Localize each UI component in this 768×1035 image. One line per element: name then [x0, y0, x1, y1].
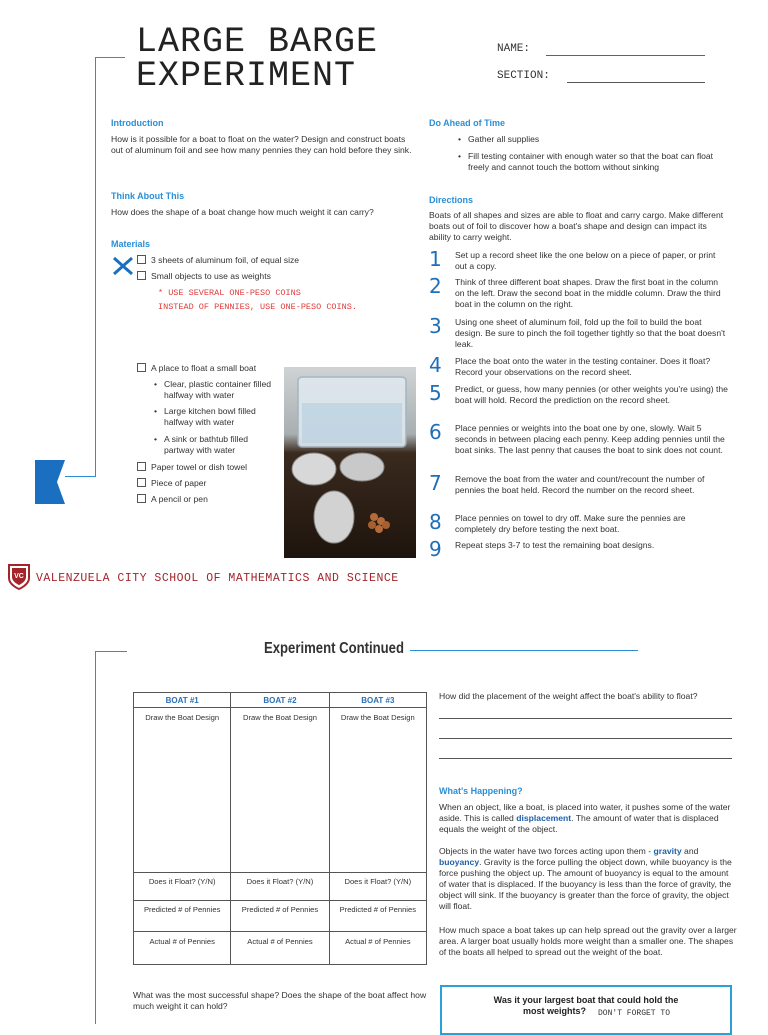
actual-cell[interactable]: Actual # of Pennies — [134, 932, 231, 965]
table-header: BOAT #3 — [329, 693, 426, 708]
table-row — [134, 932, 427, 965]
school-logo — [6, 563, 32, 591]
callout-note: DON'T FORGET TO — [598, 1009, 671, 1018]
experiment-photo — [284, 367, 416, 558]
direction-step — [429, 537, 729, 561]
step-number: 8 — [429, 510, 442, 534]
step-number: 6 — [429, 420, 442, 444]
checkbox[interactable] — [137, 462, 146, 471]
svg-text:VC: VC — [14, 573, 24, 580]
step-number: 2 — [429, 274, 442, 298]
direction-step — [429, 314, 729, 350]
table-row — [134, 901, 427, 932]
question-placement: How did the placement of the weight affect the boat's ability to float? — [439, 691, 698, 701]
table-row — [134, 873, 427, 901]
step-text: Remove the boat from the water and count/recount the number of pennies the boat held. Record the number on the record sheet. — [455, 474, 705, 495]
checkbox[interactable] — [137, 494, 146, 503]
materials-item: A pencil or pen — [137, 494, 208, 505]
materials-item: Paper towel or dish towel — [137, 462, 247, 473]
predicted-cell[interactable]: Predicted # of Pennies — [329, 901, 426, 932]
left-border-bottom-tick — [65, 476, 96, 477]
step-text: Using one sheet of aluminum foil, fold up the foil to build the boat design. Be sure to pinch the foil together tightly so that the boat doesn't leak. — [455, 317, 726, 349]
draw-cell[interactable]: Draw the Boat Design — [134, 708, 231, 873]
ahead-item: • Fill testing container with enough water so that the boat can float freely and cannot touch the bottom without sinking — [454, 151, 729, 173]
page-title-line2: EXPERIMENT — [136, 56, 357, 96]
table-header: BOAT #1 — [134, 693, 231, 708]
materials-item: Piece of paper — [137, 478, 206, 489]
answer-line[interactable] — [439, 718, 732, 719]
step-number: 1 — [429, 247, 442, 271]
actual-cell[interactable]: Actual # of Pennies — [329, 932, 426, 965]
draw-cell[interactable]: Draw the Boat Design — [231, 708, 329, 873]
think-heading: Think About This — [111, 191, 185, 201]
direction-step — [429, 274, 729, 310]
ahead-heading: Do Ahead of Time — [429, 118, 506, 128]
checkbox[interactable] — [137, 363, 146, 372]
name-label: NAME: — [497, 43, 531, 55]
direction-step — [429, 510, 729, 535]
checkbox[interactable] — [137, 271, 146, 280]
page-title-line1: LARGE BARGE — [136, 22, 379, 62]
intro-heading: Introduction — [111, 118, 164, 128]
table-row — [134, 708, 427, 873]
question-successful-shape: What was the most successful shape? Does the shape of the boat affect how much weight it can hold? — [133, 990, 427, 1011]
step-number: 3 — [429, 314, 442, 338]
materials-subitem: • A sink or bathtub filled partway with water — [150, 434, 275, 456]
step-text: Place pennies on towel to dry off. Make sure the pennies are completely dry before testing the next boat. — [455, 513, 686, 534]
predicted-cell[interactable]: Predicted # of Pennies — [134, 901, 231, 932]
section-field[interactable] — [567, 82, 705, 83]
float-cell[interactable]: Does it Float? (Y/N) — [329, 873, 426, 901]
float-cell[interactable]: Does it Float? (Y/N) — [231, 873, 329, 901]
cross-mark-icon — [112, 256, 134, 276]
happening-para2: Objects in the water have two forces acting upon them - gravity and buoyancy. Gravity is the force pulling the object down, while buoyancy is the force pushing the object up. The amount of buoyancy is equal to the amount of water that is displaced. If the buoyancy is less than the force of gravity, the object will sink. If the buoyancy is greater than the force of gravity, the object will float. — [439, 846, 732, 911]
table-header-row — [134, 693, 427, 708]
direction-step — [429, 420, 729, 456]
happening-para1: When an object, like a boat, is placed into water, it pushes some of the water aside. This is called displacement. The amount of water that is displaced equals the weight of the object. — [439, 802, 731, 834]
page2-border-tick — [95, 651, 127, 652]
checkbox[interactable] — [137, 255, 146, 264]
left-border-top-tick — [95, 57, 125, 58]
left-border-line — [95, 57, 96, 477]
direction-step — [429, 471, 729, 496]
float-cell[interactable]: Does it Float? (Y/N) — [134, 873, 231, 901]
page2-heading: Experiment Continued — [264, 640, 404, 657]
step-number: 7 — [429, 471, 442, 495]
heading-rule — [410, 650, 638, 651]
directions-heading: Directions — [429, 195, 474, 205]
materials-subitem: • Large kitchen bowl filled halfway with water — [150, 406, 275, 428]
think-body: How does the shape of a boat change how much weight it can carry? — [111, 207, 374, 217]
school-name: VALENZUELA CITY SCHOOL OF MATHEMATICS AND SCIENCE — [36, 572, 399, 585]
draw-cell[interactable]: Draw the Boat Design — [329, 708, 426, 873]
materials-subitem: • Clear, plastic container filled halfway with water — [150, 379, 275, 401]
materials-item: A place to float a small boat — [137, 363, 256, 374]
checkbox[interactable] — [137, 478, 146, 487]
direction-step — [429, 353, 729, 378]
table-header: BOAT #2 — [231, 693, 329, 708]
intro-body: How is it possible for a boat to float on the water? Design and construct boats out of aluminum foil and see how many pennies they can hold before they sink. — [111, 134, 412, 155]
step-number: 4 — [429, 353, 442, 377]
direction-step — [429, 247, 729, 272]
callout-line2: most weights? — [523, 1006, 587, 1016]
happening-para3: How much space a boat takes up can help spread out the gravity over a larger area. A larger boat usually holds more weight than a smaller one. The shapes of the boats all helped to spread out the weight of the boat. — [439, 925, 737, 957]
answer-line[interactable] — [439, 758, 732, 759]
answer-line[interactable] — [439, 738, 732, 739]
ahead-item: • Gather all supplies — [454, 134, 729, 145]
handwritten-note-line1: * USE SEVERAL ONE-PESO COINS — [158, 288, 301, 298]
page2-border-line — [95, 651, 96, 1024]
direction-step — [429, 381, 729, 406]
step-number: 9 — [429, 537, 442, 561]
happening-heading: What's Happening? — [439, 786, 523, 796]
name-field[interactable] — [546, 55, 705, 56]
step-text: Place the boat onto the water in the testing container. Does it float? Record your observations on the record sheet. — [455, 356, 711, 377]
actual-cell[interactable]: Actual # of Pennies — [231, 932, 329, 965]
record-table — [133, 692, 427, 965]
materials-item: 3 sheets of aluminum foil, of equal size — [137, 255, 299, 266]
step-text: Set up a record sheet like the one below on a piece of paper, or print out a copy. — [455, 250, 716, 271]
bookmark-marker-icon — [35, 460, 65, 504]
step-text: Repeat steps 3-7 to test the remaining boat designs. — [455, 540, 655, 550]
predicted-cell[interactable]: Predicted # of Pennies — [231, 901, 329, 932]
directions-intro: Boats of all shapes and sizes are able to float and carry cargo. Make different boats out of foil to discover how a boat's shape and design can impact its ability to carry weight. — [429, 210, 724, 242]
step-number: 5 — [429, 381, 442, 405]
materials-heading: Materials — [111, 239, 151, 249]
step-text: Predict, or guess, how many pennies (or other weights you're using) the boat will hold. Record the prediction on the record sheet. — [455, 384, 728, 405]
callout-line1: Was it your largest boat that could hold the — [493, 995, 679, 1005]
section-label: SECTION: — [497, 70, 550, 82]
materials-item: Small objects to use as weights — [137, 271, 271, 282]
step-text: Place pennies or weights into the boat one by one, slowly. Wait 5 seconds in between placing each penny. Keep adding pennies until the boat sinks. The last penny that causes the boat to sink does not count. — [455, 423, 725, 455]
step-text: Think of three different boat shapes. Draw the first boat in the column on the left. Draw the second boat in the middle column. Draw the third boat in the column on the right. — [455, 277, 721, 309]
handwritten-note-line2: INSTEAD OF PENNIES, USE ONE-PESO COINS. — [158, 302, 357, 312]
